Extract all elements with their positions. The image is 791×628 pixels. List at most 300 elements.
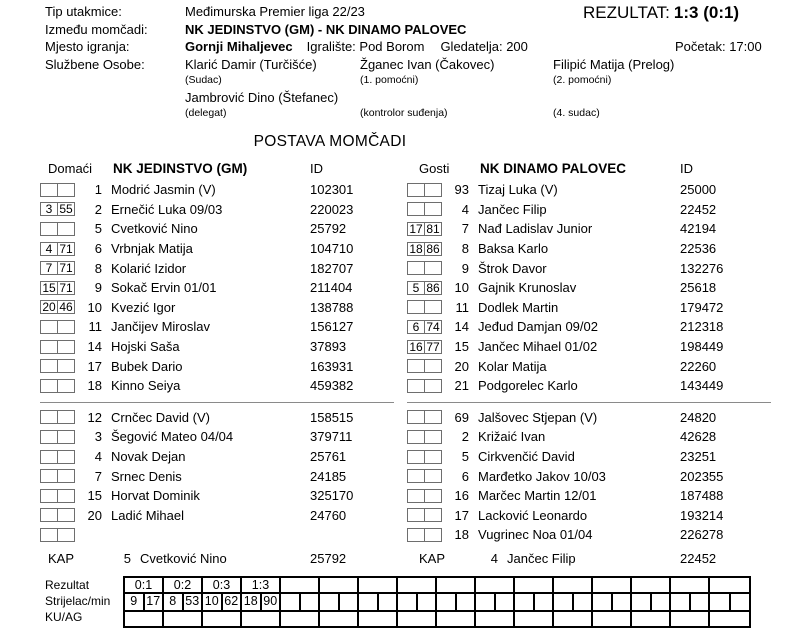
result-cell	[437, 578, 476, 594]
player-number: 14	[87, 339, 102, 355]
sub-minute-box: 81	[424, 222, 442, 236]
player-number: 14	[454, 319, 469, 335]
venue-field: Igralište: Pod Borom	[306, 39, 425, 54]
sub-number-box	[40, 379, 58, 393]
player-id: 226278	[680, 527, 724, 543]
player-id: 132276	[680, 260, 724, 276]
sub-minute-box	[57, 450, 75, 464]
player-id: 42194	[680, 221, 717, 237]
sub-number-box	[407, 261, 425, 275]
player-name: Marčec Martin 12/01	[478, 488, 597, 504]
away-id-header: ID	[680, 160, 693, 176]
player-number: 4	[94, 449, 102, 465]
player-row	[40, 466, 398, 486]
player-row	[407, 219, 775, 239]
home-team-name: NK JEDINSTVO (GM)	[113, 160, 248, 176]
home-column-header	[40, 158, 398, 178]
player-name: Jančec Mihael 01/02	[478, 339, 598, 355]
scorer-cell	[164, 594, 203, 612]
player-name: Nađ Ladislav Junior	[478, 221, 593, 237]
player-name: Križaić Ivan	[478, 429, 546, 445]
player-row	[407, 258, 775, 278]
sub-number-box	[407, 410, 425, 424]
player-name: Kolarić Izidor	[111, 260, 187, 276]
scorer-minute	[572, 594, 592, 610]
player-id: 156127	[310, 319, 354, 335]
kuag-row	[125, 612, 749, 626]
sub-number-box	[407, 300, 425, 314]
kuag-cell	[320, 612, 359, 626]
official-role: (4. sudac)	[553, 107, 600, 119]
result-cell: 0:2	[164, 578, 203, 594]
result-cell	[281, 578, 320, 594]
sub-minute-box	[424, 489, 442, 503]
kuag-cell	[515, 612, 554, 626]
player-row	[407, 317, 775, 337]
player-row	[40, 298, 398, 318]
player-row	[407, 180, 775, 200]
scorer-number	[632, 594, 650, 610]
officials-block	[185, 57, 753, 123]
scorer-number	[398, 594, 416, 610]
player-row	[407, 506, 775, 526]
player-name: Dodlek Martin	[478, 299, 559, 315]
away-column-header	[407, 158, 775, 178]
sub-number-box: 20	[40, 300, 58, 314]
player-number: 4	[461, 201, 469, 217]
kap-label: KAP	[48, 551, 75, 567]
player-number: 21	[454, 378, 469, 394]
kuag-cell	[281, 612, 320, 626]
player-name: Sokač Ervin 01/01	[111, 280, 217, 296]
player-row	[40, 278, 398, 298]
scorer-number: 9	[130, 593, 138, 608]
player-name: Kvezić Igor	[111, 299, 176, 315]
sub-minute-box	[424, 469, 442, 483]
player-id: 143449	[680, 378, 724, 394]
scorer-number	[359, 594, 377, 610]
score-table	[123, 576, 751, 628]
player-id: 42628	[680, 429, 717, 445]
kuag-cell	[554, 612, 593, 626]
player-name: Cvetković Nino	[111, 221, 198, 237]
sub-minute-box	[57, 379, 75, 393]
player-row	[407, 356, 775, 376]
official-role: (2. pomoćni)	[553, 74, 612, 86]
player-number: 16	[454, 488, 469, 504]
player-id: 220023	[310, 201, 354, 217]
kap-label: KAP	[419, 551, 446, 567]
player-number: 12	[87, 409, 102, 425]
sub-number-box	[40, 340, 58, 354]
home-id-header: ID	[310, 160, 323, 176]
sub-number-box: 6	[407, 320, 425, 334]
sub-number-box	[40, 450, 58, 464]
player-name: Marđetko Jakov 10/03	[478, 468, 606, 484]
sub-minute-box	[424, 300, 442, 314]
player-row	[407, 408, 775, 428]
player-name: Lacković Leonardo	[478, 507, 588, 523]
results-row	[125, 578, 749, 594]
player-name: Vugrinec Noa 01/04	[478, 527, 593, 543]
player-id: 158515	[310, 409, 354, 425]
sub-number-box	[40, 430, 58, 444]
sub-minute-box	[57, 183, 75, 197]
sub-minute-box	[424, 359, 442, 373]
sub-minute-box	[424, 183, 442, 197]
scorer-cell	[593, 594, 632, 612]
sub-minute-box: 46	[57, 300, 75, 314]
player-id: 22260	[680, 358, 717, 374]
player-name: Hojski Saša	[111, 339, 180, 355]
scorer-cell	[398, 594, 437, 612]
sub-number-box	[407, 508, 425, 522]
away-side-label: Gosti	[419, 160, 450, 176]
sub-minute-box	[57, 489, 75, 503]
sub-minute-box: 86	[424, 242, 442, 256]
result-cell	[359, 578, 398, 594]
player-name: Jalšovec Stjepan (V)	[478, 409, 598, 425]
sub-number-box	[407, 450, 425, 464]
player-name: Cirkvenčić David	[478, 449, 575, 465]
player-name: Kolar Matija	[478, 358, 547, 374]
sub-number-box	[407, 528, 425, 542]
scorer-minute	[689, 594, 709, 610]
home-side-label: Domaći	[48, 160, 93, 176]
player-id: 22452	[680, 201, 717, 217]
sub-minute-box: 71	[57, 261, 75, 275]
sub-minute-box	[57, 508, 75, 522]
player-name: Gajnik Krunoslav	[478, 280, 577, 296]
officials-column-3	[553, 57, 753, 123]
sub-number-box	[407, 359, 425, 373]
scorer-minute	[729, 594, 750, 610]
official-name	[360, 90, 553, 107]
sub-number-box	[40, 183, 58, 197]
player-name: Ernečić Luka 09/03	[111, 201, 223, 217]
result-cell	[554, 578, 593, 594]
kuag-cell	[125, 612, 164, 626]
player-number: 8	[94, 260, 102, 276]
player-number: 11	[455, 299, 469, 315]
home-lineup-column	[40, 158, 398, 569]
official-name: Žganec Ivan (Čakovec)	[360, 57, 495, 72]
player-number: 10	[454, 280, 469, 296]
player-id: 198449	[680, 339, 724, 355]
scorer-number	[476, 594, 494, 610]
score-row-labels	[45, 576, 123, 628]
sub-number-box	[407, 183, 425, 197]
scorer-minute: 62	[221, 594, 241, 610]
player-row	[40, 356, 398, 376]
player-number: 20	[87, 507, 102, 523]
player-number: 15	[87, 488, 102, 504]
score-section	[45, 576, 791, 628]
kuag-cell	[476, 612, 515, 626]
result-cell	[476, 578, 515, 594]
player-row	[407, 200, 775, 220]
scorer-number: 18	[243, 593, 258, 608]
result-label: REZULTAT:	[583, 3, 670, 22]
sub-minute-box: 86	[424, 281, 442, 295]
player-name: Šegović Mateo 04/04	[111, 429, 234, 445]
player-row	[407, 298, 775, 318]
player-row	[407, 525, 775, 545]
player-number: 11	[88, 319, 102, 335]
result-cell	[515, 578, 554, 594]
sub-minute-box	[57, 222, 75, 236]
kuag-cell	[359, 612, 398, 626]
player-row	[40, 337, 398, 357]
away-lineup-column	[407, 158, 775, 569]
player-name: Tizaj Luka (V)	[478, 182, 558, 198]
scorer-cell	[476, 594, 515, 612]
sub-number-box: 3	[40, 202, 58, 216]
kuag-cell	[593, 612, 632, 626]
sub-number-box: 5	[407, 281, 425, 295]
scorer-cell	[281, 594, 320, 612]
venue-label: Mjesto igranja:	[45, 39, 130, 54]
official-name: Klarić Damir (Turčišće)	[185, 57, 317, 72]
kap-number: 5	[123, 551, 131, 567]
sub-minute-box: 71	[57, 242, 75, 256]
player-id: 138788	[310, 299, 354, 315]
scorer-cell	[125, 594, 164, 612]
player-name: Srnec Denis	[111, 468, 182, 484]
result-cell	[710, 578, 749, 594]
player-number: 3	[94, 429, 102, 445]
sub-minute-box	[57, 430, 75, 444]
scorer-number	[710, 594, 729, 610]
scorer-minute	[611, 594, 631, 610]
player-number: 69	[454, 409, 469, 425]
score-row-label: Rezultat	[45, 577, 90, 592]
player-number: 2	[94, 201, 102, 217]
player-id: 459382	[310, 378, 354, 394]
officials-column-2	[360, 57, 553, 123]
scorer-cell	[632, 594, 671, 612]
player-number: 8	[461, 241, 469, 257]
player-number: 20	[454, 358, 469, 374]
sub-number-box	[40, 320, 58, 334]
sub-number-box	[407, 469, 425, 483]
player-row	[40, 447, 398, 467]
player-id: 25761	[310, 449, 347, 465]
player-id: 25618	[680, 280, 717, 296]
player-row	[407, 427, 775, 447]
player-id: 25792	[310, 221, 347, 237]
player-row	[407, 239, 775, 259]
player-id: 104710	[310, 241, 354, 257]
player-name: Modrić Jasmin (V)	[111, 182, 216, 198]
player-id: 179472	[680, 299, 724, 315]
player-row	[40, 180, 398, 200]
player-id: 202355	[680, 468, 724, 484]
kap-id: 25792	[310, 551, 347, 567]
sub-number-box: 16	[407, 340, 425, 354]
scorer-cell	[203, 594, 242, 612]
sub-minute-box	[424, 528, 442, 542]
official-name	[553, 90, 753, 107]
sub-minute-box	[424, 261, 442, 275]
player-number: 17	[87, 358, 102, 374]
result-cell	[632, 578, 671, 594]
scorer-minute	[494, 594, 514, 610]
teams-label: Između momčadi:	[45, 22, 148, 37]
player-row	[40, 258, 398, 278]
sub-number-box	[407, 202, 425, 216]
sub-minute-box	[57, 410, 75, 424]
kickoff-time: Početak: 17:00	[675, 39, 762, 54]
kap-id: 22452	[680, 551, 717, 567]
sub-number-box: 17	[407, 222, 425, 236]
player-number: 2	[461, 429, 469, 445]
player-number: 7	[461, 221, 469, 237]
kuag-cell	[437, 612, 476, 626]
scorer-minute	[299, 594, 319, 610]
sub-number-box	[40, 469, 58, 483]
player-name: Baksa Karlo	[478, 241, 549, 257]
result-cell: 0:1	[125, 578, 164, 594]
player-row	[40, 408, 398, 428]
attendance: Gledatelja: 200	[440, 39, 528, 54]
scorer-cell	[515, 594, 554, 612]
scorer-minute	[416, 594, 436, 610]
sub-number-box	[40, 222, 58, 236]
lineups-title: POSTAVA MOMČADI	[253, 133, 407, 150]
scorer-number	[515, 594, 533, 610]
officials-column-1	[185, 57, 360, 123]
scorer-number	[554, 594, 572, 610]
sub-minute-box	[57, 340, 75, 354]
result-cell	[320, 578, 359, 594]
sub-number-box: 4	[40, 242, 58, 256]
away-bench-list	[407, 408, 775, 545]
player-row	[40, 427, 398, 447]
player-row	[407, 466, 775, 486]
player-row	[407, 447, 775, 467]
scorers-row	[125, 594, 749, 612]
player-id: 23251	[680, 449, 717, 465]
player-number: 93	[454, 182, 469, 198]
match-type-value: Međimurska Premier liga 22/23	[185, 4, 365, 19]
player-id: 163931	[310, 358, 354, 374]
scorer-number	[593, 594, 611, 610]
sub-minute-box: 71	[57, 281, 75, 295]
result-header	[583, 3, 739, 23]
sub-number-box: 7	[40, 261, 58, 275]
player-number: 17	[454, 507, 469, 523]
sub-number-box	[407, 489, 425, 503]
home-starters-list	[40, 180, 398, 396]
scorer-number	[671, 594, 689, 610]
kap-name: Jančec Filip	[507, 551, 576, 567]
player-name: Kinno Seiya	[111, 378, 181, 394]
sub-number-box	[40, 489, 58, 503]
player-number: 18	[87, 378, 102, 394]
scorer-minute	[455, 594, 475, 610]
player-id: 37893	[310, 339, 347, 355]
scorer-cell	[710, 594, 749, 612]
player-row	[407, 486, 775, 506]
player-name: Podgorelec Karlo	[478, 378, 578, 394]
player-name: Ladić Mihael	[111, 507, 184, 523]
sub-number-box	[407, 430, 425, 444]
player-row	[407, 337, 775, 357]
sub-minute-box	[424, 379, 442, 393]
player-id: 379711	[310, 429, 353, 445]
scorer-minute: 90	[260, 594, 280, 610]
player-id: 24820	[680, 409, 717, 425]
player-id: 25000	[680, 182, 717, 198]
score-row-label: KU/AG	[45, 609, 83, 624]
player-name: Crnčec David (V)	[111, 409, 210, 425]
kuag-cell	[671, 612, 710, 626]
scorer-number: 10	[204, 593, 219, 608]
official-role: (delegat)	[185, 107, 227, 119]
player-id: 187488	[680, 488, 724, 504]
sub-number-box	[40, 359, 58, 373]
result-value: 1:3 (0:1)	[673, 3, 740, 22]
sub-minute-box	[57, 469, 75, 483]
kap-number: 4	[490, 551, 498, 567]
kap-name: Cvetković Nino	[140, 551, 227, 567]
kuag-cell	[203, 612, 242, 626]
away-team-name: NK DINAMO PALOVEC	[480, 160, 627, 176]
player-name: Štrok Davor	[478, 260, 547, 276]
player-row	[40, 525, 398, 545]
player-row	[407, 278, 775, 298]
sub-minute-box: 77	[424, 340, 442, 354]
scorer-cell	[437, 594, 476, 612]
sub-minute-box: 55	[57, 202, 75, 216]
player-id: 212318	[680, 319, 724, 335]
venue-city: Gornji Mihaljevec	[185, 39, 293, 54]
sub-minute-box: 74	[424, 320, 442, 334]
sub-number-box	[40, 508, 58, 522]
sub-minute-box	[424, 508, 442, 522]
sub-number-box: 18	[407, 242, 425, 256]
sub-minute-box	[424, 410, 442, 424]
away-starters-list	[407, 180, 775, 396]
player-name: Bubek Dario	[111, 358, 183, 374]
result-cell	[593, 578, 632, 594]
home-bench-list	[40, 408, 398, 545]
player-name: Novak Dejan	[111, 449, 186, 465]
player-row	[40, 239, 398, 259]
result-cell	[398, 578, 437, 594]
official-role: (kontrolor suđenja)	[360, 107, 448, 119]
player-row	[40, 200, 398, 220]
result-cell	[671, 578, 710, 594]
sub-minute-box	[57, 359, 75, 373]
player-row	[407, 376, 775, 396]
player-row	[40, 219, 398, 239]
scorer-minute	[533, 594, 553, 610]
scorer-number	[437, 594, 455, 610]
scorer-number	[320, 594, 338, 610]
sub-minute-box	[57, 320, 75, 334]
player-row	[40, 376, 398, 396]
player-number: 10	[87, 299, 102, 315]
sub-number-box	[40, 528, 58, 542]
scorer-minute	[338, 594, 358, 610]
scorer-cell	[320, 594, 359, 612]
player-name: Jančec Filip	[478, 201, 547, 217]
player-id: 102301	[310, 182, 354, 198]
scorer-number	[281, 594, 299, 610]
player-id: 211404	[310, 280, 353, 296]
